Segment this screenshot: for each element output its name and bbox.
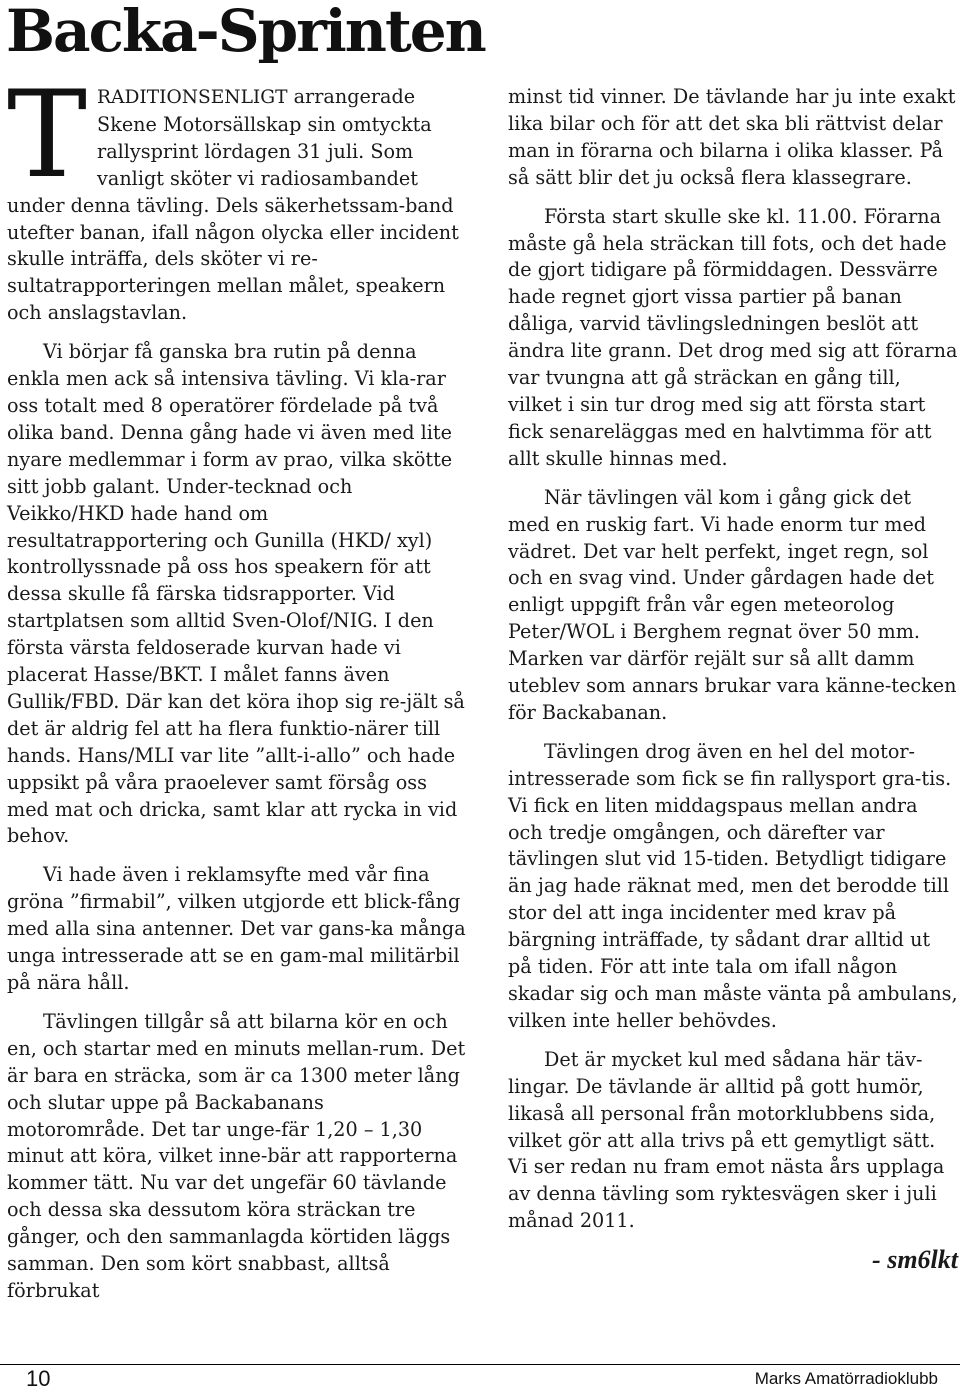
paragraph: Tävlingen drog även en hel del motor-intresserade som fick se fin rallysport gra-tis. Vi fick en liten middagspaus mellan andra och tredje omgången, och därefter var tävlingen slut vid 15-tiden. Betydligt tidigare än jag hade räknat med, men det berodde till stor del att inga incidenter med krav på bärgning inträffade, ty sådant drar alltid ut på tiden. För att inte tala om ifall någon skadar sig och man måste vänta på ambulans, vilken inte heller behövdes. bbox=[508, 739, 958, 1032]
paragraph: Tävlingen tillgår så att bilarna kör en och en, och startar med en minuts mellan-rum. Det är bara en sträcka, som är ca 1300 meter lång och slutar uppe på Backabanans motorområde. Det tar unge-fär 1,20 – 1,30 minut att köra, vilket inne-bär att rapporterna kommer tätt. Nu var det ungefär 60 tävlande och dessa ska dessutom köra sträckan tre gånger, och den sammanlagda körtiden läggs samman. Den som kört snabbast, alltså förbrukat bbox=[7, 1009, 466, 1302]
lead-in: RADITIONSENLIGT bbox=[97, 87, 288, 108]
paragraph: När tävlingen väl kom i gång gick det med en ruskig fart. Vi hade enorm tur med vädret. Det var helt perfekt, inget regn, sol och en svag vind. Under gårdagen hade det enligt uppgift från vår egen meteorolog Peter/WOL i Berghem regnat över 50 mm. Marken var därför rejält sur så allt damm uteblev som annars brukar vara känne-tecken för Backabanan. bbox=[508, 485, 957, 724]
footer-divider bbox=[0, 1364, 960, 1365]
paragraph: Första start skulle ske kl. 11.00. Förarna måste gå hela sträckan till fots, och det hade de gjort tidigare på förmiddagen. Dessvärre hade regnet gjort vissa partier på banan dåliga, varvid tävlingsledningen beslöt att ändra lite grann. Det drog med sig att förarna var tvungna att gå sträckan en gång till, vilket i sin tur drog med sig att första start fick senareläggas med en halvtimma för att allt skulle hinnas med. bbox=[508, 204, 958, 470]
paragraph: minst tid vinner. De tävlande har ju inte exakt lika bilar och för att det ska bli rättvist delar man in förarna och bilarna i olika klasser. På så sätt blir det ju också flera klassegrare. bbox=[508, 85, 956, 189]
right-column bbox=[508, 84, 958, 1286]
club-name: Marks Amatörradioklubb bbox=[754, 1369, 938, 1388]
article-title: Backa-Sprinten bbox=[6, 0, 485, 65]
drop-cap: T bbox=[7, 66, 88, 205]
left-column bbox=[7, 66, 467, 1317]
paragraph: Vi börjar få ganska bra rutin på denna enkla men ack så intensiva tävling. Vi kla-rar oss totalt med 8 operatörer fördelade på två olika band. Denna gång hade vi även med lite nyare medlemmar i form av prao, vilka skötte sitt jobb galant. Under-tecknad och Veikko/HKD hade hand om resultatrapportering och Gunilla (HKD/ xyl) kontrollyssnade på oss hos speakern för att dessa skulle få färska tidsrapporter. Vid startplatsen som alltid Sven-Olof/NIG. I den första värsta feldoserade kurvan hade vi placerat Hasse/BKT. I målet fanns även Gullik/FBD. Där kan det köra ihop sig re-jält så det är aldrig fel att ha flera funktio-närer till hands. Hans/MLI var lite ”allt-i-allo” och hade uppsikt på våra praoelever samt försåg oss med mat och dricka, samt klar att rycka in vid behov. bbox=[7, 340, 465, 848]
paragraph: Det är mycket kul med sådana här täv-lingar. De tävlande är alltid på gott humör, likaså all personal från motorklubbens sida, vilket gör att alla trivs på ett gemytligt sätt. Vi ser redan nu fram emot nästa års upplaga av denna tävling som ryktesvägen sker i juli månad 2011. bbox=[508, 1047, 945, 1233]
intro-paragraph bbox=[7, 66, 467, 327]
author-signature: - sm6lkt bbox=[872, 1245, 958, 1275]
paragraph: Vi hade även i reklamsyfte med vår fina gröna ”firmabil”, vilken utgjorde ett blick-fång med alla sina antenner. Det var gans-ka många unga intresserade att se en gam-mal militärbil på nära håll. bbox=[7, 863, 466, 994]
page-number: 10 bbox=[26, 1366, 51, 1391]
intro-text: arrangerade Skene Motorsällskap sin omtyckta rallysprint lördagen 31 juli. Som vanligt sköter vi radiosambandet under denna tävling. Dels säkerhetssam-band utefter banan, ifall någon olycka eller incident skulle inträffa, dels sköter vi re-sultatrapporteringen mellan målet, speakern och anslagstavlan. bbox=[7, 85, 459, 325]
